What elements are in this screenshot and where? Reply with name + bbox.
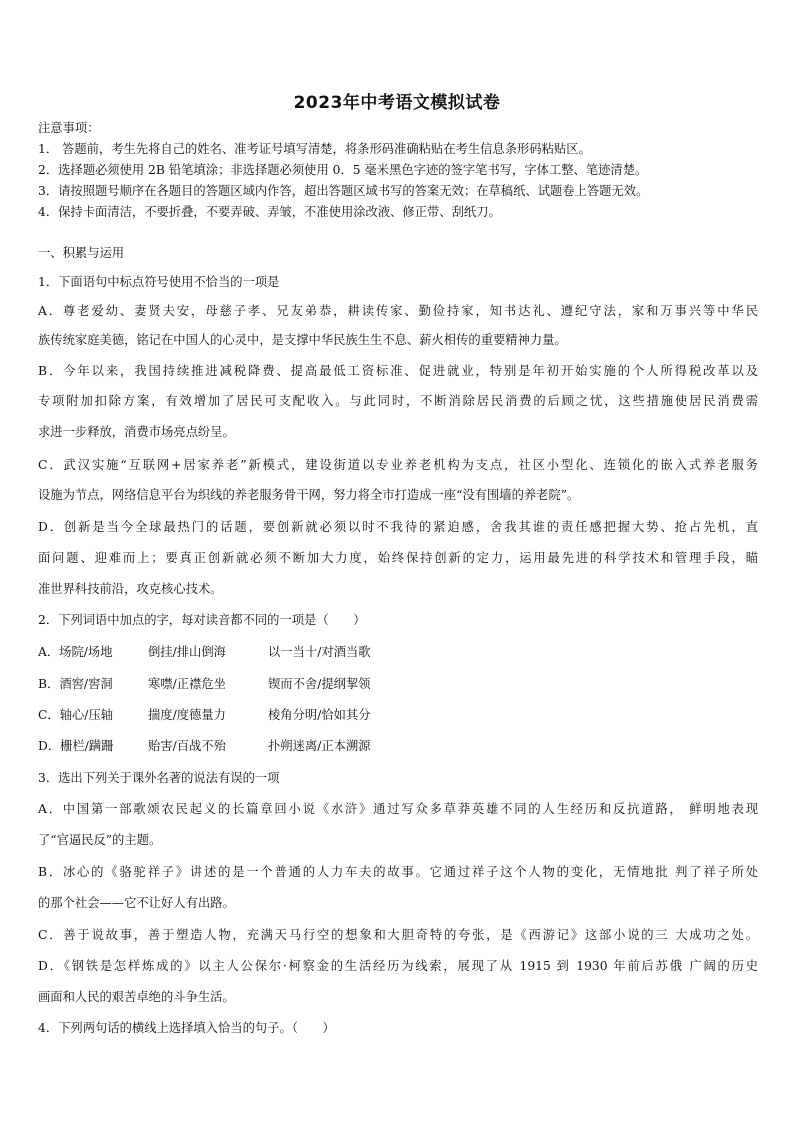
option-word: A．场院/场地	[38, 645, 113, 659]
page-title: 2023年中考语文模拟试卷	[293, 93, 501, 113]
option-text: 准世界科技前沿，攻克核心技术。	[38, 582, 223, 596]
option-word: 寒噤/正襟危坐	[148, 677, 226, 691]
question-stem: 3．选出下列关于课外名著的说法有误的一项	[38, 771, 280, 785]
option-row	[38, 707, 408, 723]
option-text: D．创新是当今全球最热门的话题，要创新就必须以时不我待的紧迫感，舍我其谁的责任感把握大势、抢占先机，直	[38, 520, 758, 534]
option-text: B．冰心的《骆驼祥子》讲述的是一个普通的人力车夫的故事。它通过祥子这个人物的变化，无情地批 判了祥子所处	[38, 865, 758, 879]
notes-heading: 注意事项：	[38, 121, 100, 135]
option-text: C．武汉实施“互联网+居家养老”新模式，建设街道以专业养老机构为支点，社区小型化、连锁化的嵌入式养老服务	[38, 458, 758, 472]
option-text: 面问题、迎难而上；要真正创新就必须不断加大力度，始终保持创新的定力，运用最先进的科学技术和管理手段，瞄	[38, 551, 758, 565]
option-word: 贻害/百战不殆	[148, 739, 226, 753]
option-text: A．中国第一部歌颂农民起义的长篇章回小说《水浒》通过写众多草莽英雄不同的人生经历和反抗道路， 鲜明地表现	[38, 802, 758, 816]
option-row	[38, 676, 408, 692]
notes-item: 1． 答题前，考生先将自己的姓名、准考证号填写清楚，将条形码准确粘贴在考生信息条形码粘贴区。	[38, 142, 591, 156]
notes-item: 3．请按照题号顺序在各题目的答题区域内作答，超出答题区域书写的答案无效；在草稿纸、试题卷上答题无效。	[38, 184, 649, 198]
question-stem: 1．下面语句中标点符号使用不恰当的一项是	[38, 275, 280, 289]
option-text: 画面和人民的艰苦卓绝的斗争生活。	[38, 990, 235, 1004]
option-row	[38, 644, 408, 660]
option-word: 以一当十/对酒当歌	[268, 645, 371, 659]
option-word: 扑朔迷离/正本溯源	[268, 739, 371, 753]
option-word: C．轴心/压轴	[38, 708, 114, 722]
option-word: D．栅栏/蹒跚	[38, 739, 114, 753]
option-text: B．今年以来，我国持续推进减税降费、提高最低工资标准、促进就业，特别是年初开始实施的个人所得税改革以及	[38, 364, 758, 378]
notes-item: 4．保持卡面清洁，不要折叠，不要弄破、弄皱，不准使用涂改液、修正带、刮纸刀。	[38, 205, 501, 219]
option-text: 专项附加扣除方案，有效增加了居民可支配收入。与此同时，不断消除居民消费的后顾之忧，这些措施使居民消费需	[38, 394, 758, 408]
section-heading: 一、积累与运用	[38, 246, 125, 260]
option-row	[38, 738, 408, 754]
option-text: 的那个社会——它不让好人有出路。	[38, 896, 235, 910]
option-word: 锲而不舍/提纲挈领	[268, 677, 371, 691]
option-text: D．《钢铁是怎样炼成的》以主人公保尔·柯察金的生活经历为线索，展现了从 1915 到 1930 年前后苏俄 广阔的历史	[38, 959, 758, 973]
question-stem: 4．下列两句话的横线上选择填入恰当的句子。（ ）	[38, 1021, 335, 1035]
option-text: 族传统家庭美德，铭记在中国人的心灵中，是支撑中华民族生生不息、薪火相传的重要精神力量。	[38, 333, 567, 347]
option-text: 求进一步释放，消费市场亮点纷呈。	[38, 425, 235, 439]
option-word: B．酒窖/窖洞	[38, 677, 113, 691]
option-text: 了“官逼民反”的主题。	[38, 833, 162, 847]
option-word: 棱角分明/恰如其分	[268, 708, 371, 722]
question-stem: 2．下列词语中加点的字，每对读音都不同的一项是（ ）	[38, 613, 366, 627]
option-word: 倒挂/排山倒海	[148, 645, 226, 659]
notes-item: 2．选择题必须使用 2B 铅笔填涂；非选择题必须使用 0．5 毫米黑色字迹的签字笔书写，字体工整、笔迹清楚。	[38, 163, 648, 177]
option-text: 设施为节点，网络信息平台为织线的养老服务骨干网，努力将全市打造成一座“没有围墙的养老院”。	[38, 488, 580, 502]
option-text: A．尊老爱幼、妻贤夫安，母慈子孝、兄友弟恭，耕读传家、勤俭持家，知书达礼、遵纪守法，家和万事兴等中华民	[38, 304, 758, 318]
option-word: 揣度/度德量力	[148, 708, 226, 722]
option-text: C．善于说故事，善于塑造人物，充满天马行空的想象和大胆奇特的夸张，是《西游记》这部小说的三 大成功之处。	[38, 928, 758, 942]
